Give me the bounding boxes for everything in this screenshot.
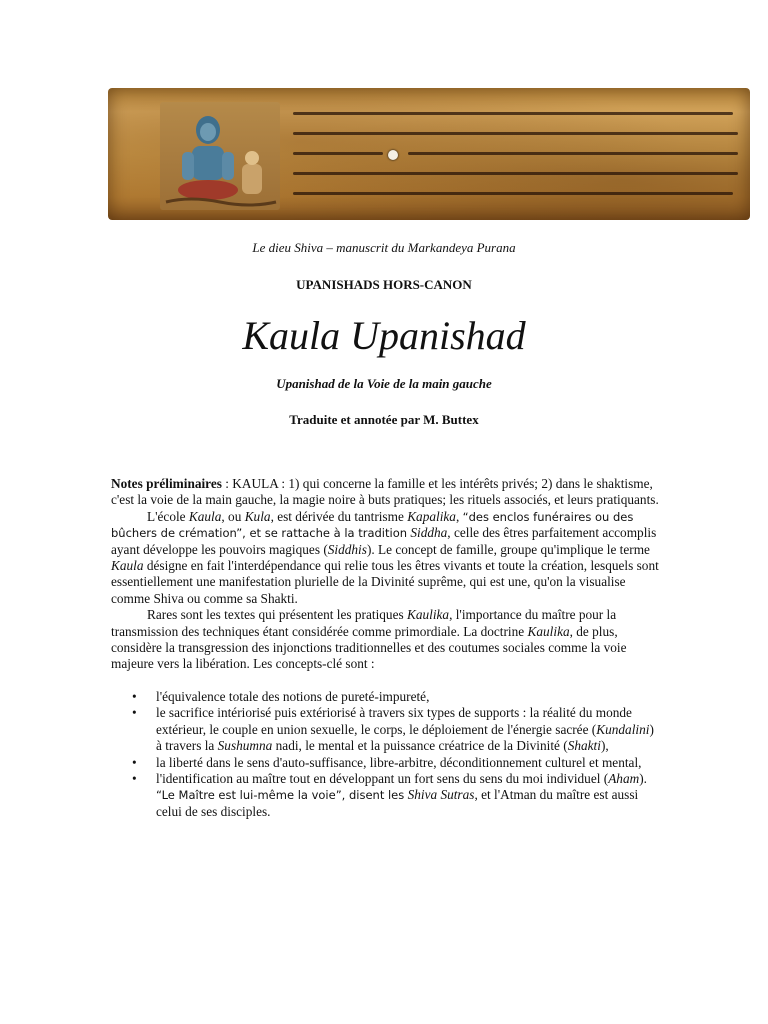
text-run: L'école <box>147 508 189 524</box>
body-text <box>111 476 659 820</box>
subtitle: Upanishad de la Voie de la main gauche <box>276 376 492 391</box>
quote-funeraires: “des enclos funéraires ou des bûchers de crémation”, et se rattache à la tradition <box>111 509 634 541</box>
list-item <box>132 705 659 754</box>
manuscript-hole <box>388 150 398 160</box>
term-shakti: Shakti <box>567 738 601 754</box>
manuscript-image <box>108 88 750 220</box>
script-line <box>293 152 383 155</box>
text-run: désigne en fait l'interdépendance qui relie tous les êtres vivants et toute la création, lesquels sont essentiellement une manifestation plurielle de la Divinité suprême, qui est une, qu'on la visualise comme Shiva ou comme sa Shakti. <box>111 558 659 606</box>
text-run: , l'importance du maître pour la transmission des techniques étant considérée comme primordiale. La doctrine <box>111 607 617 639</box>
term-aham: Aham <box>608 770 640 786</box>
text-run: , <box>455 508 463 524</box>
bullet-icon: • <box>132 754 137 770</box>
concepts-list <box>111 689 659 820</box>
term-shiva-sutras: Shiva Sutras <box>407 787 475 803</box>
list-item-text: nadi, le mental et la puissance créatrice de la Divinité ( <box>272 738 568 754</box>
series-heading: UPANISHADS HORS-CANON <box>296 277 472 292</box>
list-item-text: l'identification au maître tout en développant un fort sens du sens du moi individuel ( <box>156 770 609 786</box>
list-item <box>132 688 659 705</box>
list-item-text: ), <box>600 738 609 754</box>
text-run: ). Le concept de famille, groupe qu'implique le terme <box>366 541 650 557</box>
quote-maitre: “Le Maître est lui-même la voie”, disent les <box>156 788 405 803</box>
list-item-text: ). <box>639 770 647 786</box>
term-kula: Kula <box>244 508 271 524</box>
term-kaulika: Kaulika <box>406 607 450 623</box>
list-item <box>132 770 659 820</box>
list-item-text: la liberté dans le sens d'auto-suffisance, libre-arbitre, déconditionnement culturel et mental, <box>156 754 642 770</box>
term-kapalika: Kapalika <box>407 508 456 524</box>
script-line <box>293 172 738 175</box>
text-run: , ou <box>221 508 245 524</box>
shiva-figure-icon <box>160 102 280 210</box>
script-line <box>293 132 738 135</box>
notes-lead: Notes préliminaires <box>111 476 222 491</box>
bullet-icon: • <box>132 688 137 704</box>
paragraph-kaulika <box>111 607 659 673</box>
script-line <box>408 152 738 155</box>
script-line <box>293 112 733 115</box>
list-item-text: le sacrifice intériorisé puis extériorisé à travers six types de supports : la réalité du monde extérieur, le couple en union sexuelle, le corps, le déploiement de l'énergie sacrée ( <box>156 705 632 737</box>
text-run: Rares sont les textes qui présentent les pratiques <box>147 607 407 623</box>
list-item <box>132 754 659 771</box>
term-kaula: Kaula <box>111 558 144 574</box>
term-kundalini: Kundalini <box>596 721 650 737</box>
notes-text: : KAULA : 1) qui concerne la famille et les intérêts privés; 2) dans le shaktisme, c'est la voie de la main gauche, la magie noire à buts pratiques; les rituels associés, et leurs pratiquants. <box>111 476 659 508</box>
term-kaula: Kaula <box>188 508 222 524</box>
bullet-icon: • <box>132 770 137 786</box>
term-sushumna: Sushumna <box>217 738 273 754</box>
translator-credit: Traduite et annotée par M. Buttex <box>289 412 479 427</box>
term-siddhis: Siddhis <box>327 541 367 557</box>
text-run: , celle des êtres parfaitement accomplis ayant développe les pouvoirs magiques ( <box>111 525 657 557</box>
page-title: Kaula Upanishad <box>242 313 526 358</box>
bullet-icon: • <box>132 705 137 721</box>
list-item-text: , et l'Atman du maître est aussi celui de ses disciples. <box>156 787 639 819</box>
paragraph-notes <box>111 476 659 509</box>
list-item-text: l'équivalence totale des notions de pureté-impureté, <box>156 688 430 704</box>
paragraph-kaula-school <box>111 509 659 607</box>
shiva-figure-illustration <box>160 102 280 210</box>
list-item-text: ) à travers la <box>156 721 654 754</box>
text-run: , est dérivée du tantrisme <box>270 508 408 524</box>
term-kaulika: Kaulika <box>527 623 570 639</box>
term-siddha: Siddha <box>410 525 448 541</box>
script-line <box>293 192 733 195</box>
text-run: , de plus, considère la transgression des injonctions traditionnelles et des coutumes sociales comme la voie majeure vers la libération. Les concepts-clé sont : <box>111 623 627 672</box>
image-caption: Le dieu Shiva – manuscrit du Markandeya Purana <box>252 240 516 255</box>
